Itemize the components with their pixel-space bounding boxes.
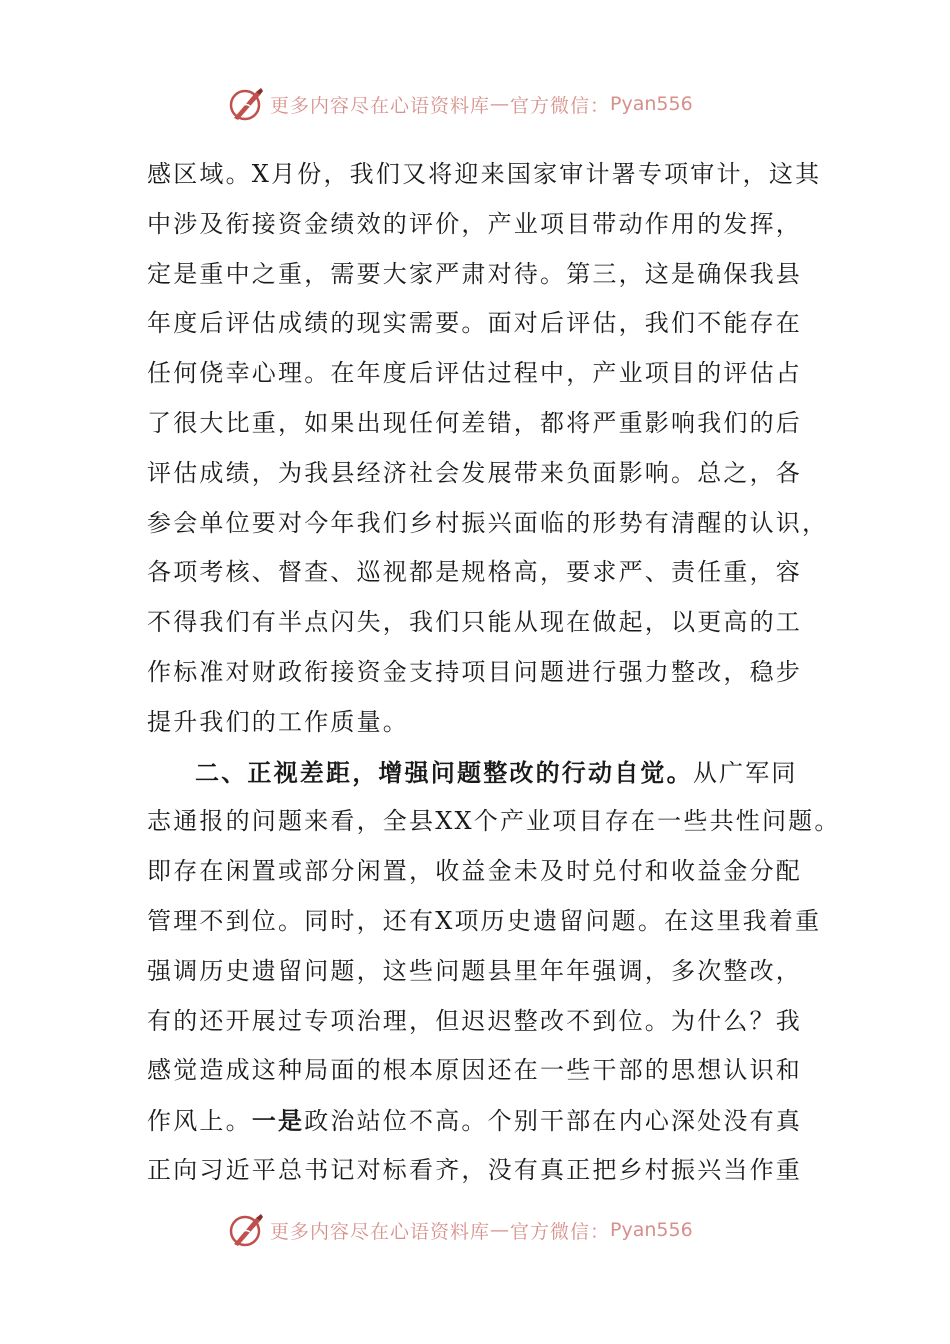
text-line: 提升我们的工作质量。	[147, 707, 409, 736]
text-line: 有的还开展过专项治理，但迟迟整改不到位。为什么？我	[147, 1006, 802, 1035]
text-line: 了很大比重，如果出现任何差错，都将严重影响我们的后	[147, 408, 802, 437]
text-line: 定是重中之重，需要大家严肃对待。第三，这是确保我县	[147, 259, 802, 288]
text-line: 正向习近平总书记对标看齐，没有真正把乡村振兴当作重	[147, 1155, 802, 1184]
text-line: 感觉造成这种局面的根本原因还在一些干部的思想认识和	[147, 1056, 802, 1085]
watermark-wechat-id: Pyan556	[610, 93, 693, 115]
watermark-banner-top	[226, 84, 693, 124]
watermark-wechat-id: Pyan556	[610, 1219, 693, 1241]
section-heading: 二、正视差距，增强问题整改的行动自觉。	[195, 757, 693, 787]
watermark-site-text: 更多内容尽在心语资料库	[270, 1220, 491, 1243]
pen-logo-icon	[226, 1210, 266, 1250]
watermark-label: 官方微信：	[510, 94, 611, 117]
text-line: 强调历史遗留问题，这些问题县里年年强调，多次整改，	[147, 956, 802, 985]
text-line: 即存在闲置或部分闲置，收益金未及时兑付和收益金分配	[147, 857, 802, 886]
text-line: 中涉及衔接资金绩效的评价，产业项目带动作用的发挥，	[147, 209, 802, 238]
watermark-site-text: 更多内容尽在心语资料库	[270, 94, 491, 117]
watermark-dash: —	[490, 1219, 511, 1241]
point-text: 政治站位不高。个别干部在内心深处没有真	[304, 1107, 803, 1136]
point-label: 一是	[251, 1106, 305, 1136]
document-body	[147, 150, 841, 1196]
point-prefix: 作风上。	[147, 1107, 252, 1136]
text-line: 感区域。X月份，我们又将迎来国家审计署专项审计，这其	[147, 160, 822, 188]
text-line: 评估成绩，为我县经济社会发展带来负面影响。总之，各	[147, 458, 802, 487]
text-line: 各项考核、督查、巡视都是规格高，要求严、责任重，容	[147, 558, 802, 587]
watermark-banner-bottom	[226, 1210, 693, 1250]
text-line: 志通报的问题来看，全县XX个产业项目存在一些共性问题。	[147, 807, 841, 836]
text-line: 任何侥幸心理。在年度后评估过程中，产业项目的评估占	[147, 359, 802, 388]
text-line: 年度后评估成绩的现实需要。面对后评估，我们不能存在	[147, 309, 802, 338]
pen-logo-icon	[226, 84, 266, 124]
text-line: 不得我们有半点闪失，我们只能从现在做起，以更高的工	[147, 608, 802, 637]
watermark-label: 官方微信：	[510, 1220, 611, 1243]
watermark-dash: —	[490, 93, 511, 115]
section-heading-line	[147, 748, 817, 798]
text-line: 参会单位要对今年我们乡村振兴面临的形势有清醒的认识，	[147, 508, 829, 537]
point-line	[147, 1096, 817, 1146]
text-line: 作标准对财政衔接资金支持项目问题进行强力整改，稳步	[147, 657, 802, 686]
text-line: 管理不到位。同时，还有X项历史遗留问题。在这里我着重	[147, 906, 822, 935]
section-heading-rest: 从广军同	[692, 758, 798, 787]
